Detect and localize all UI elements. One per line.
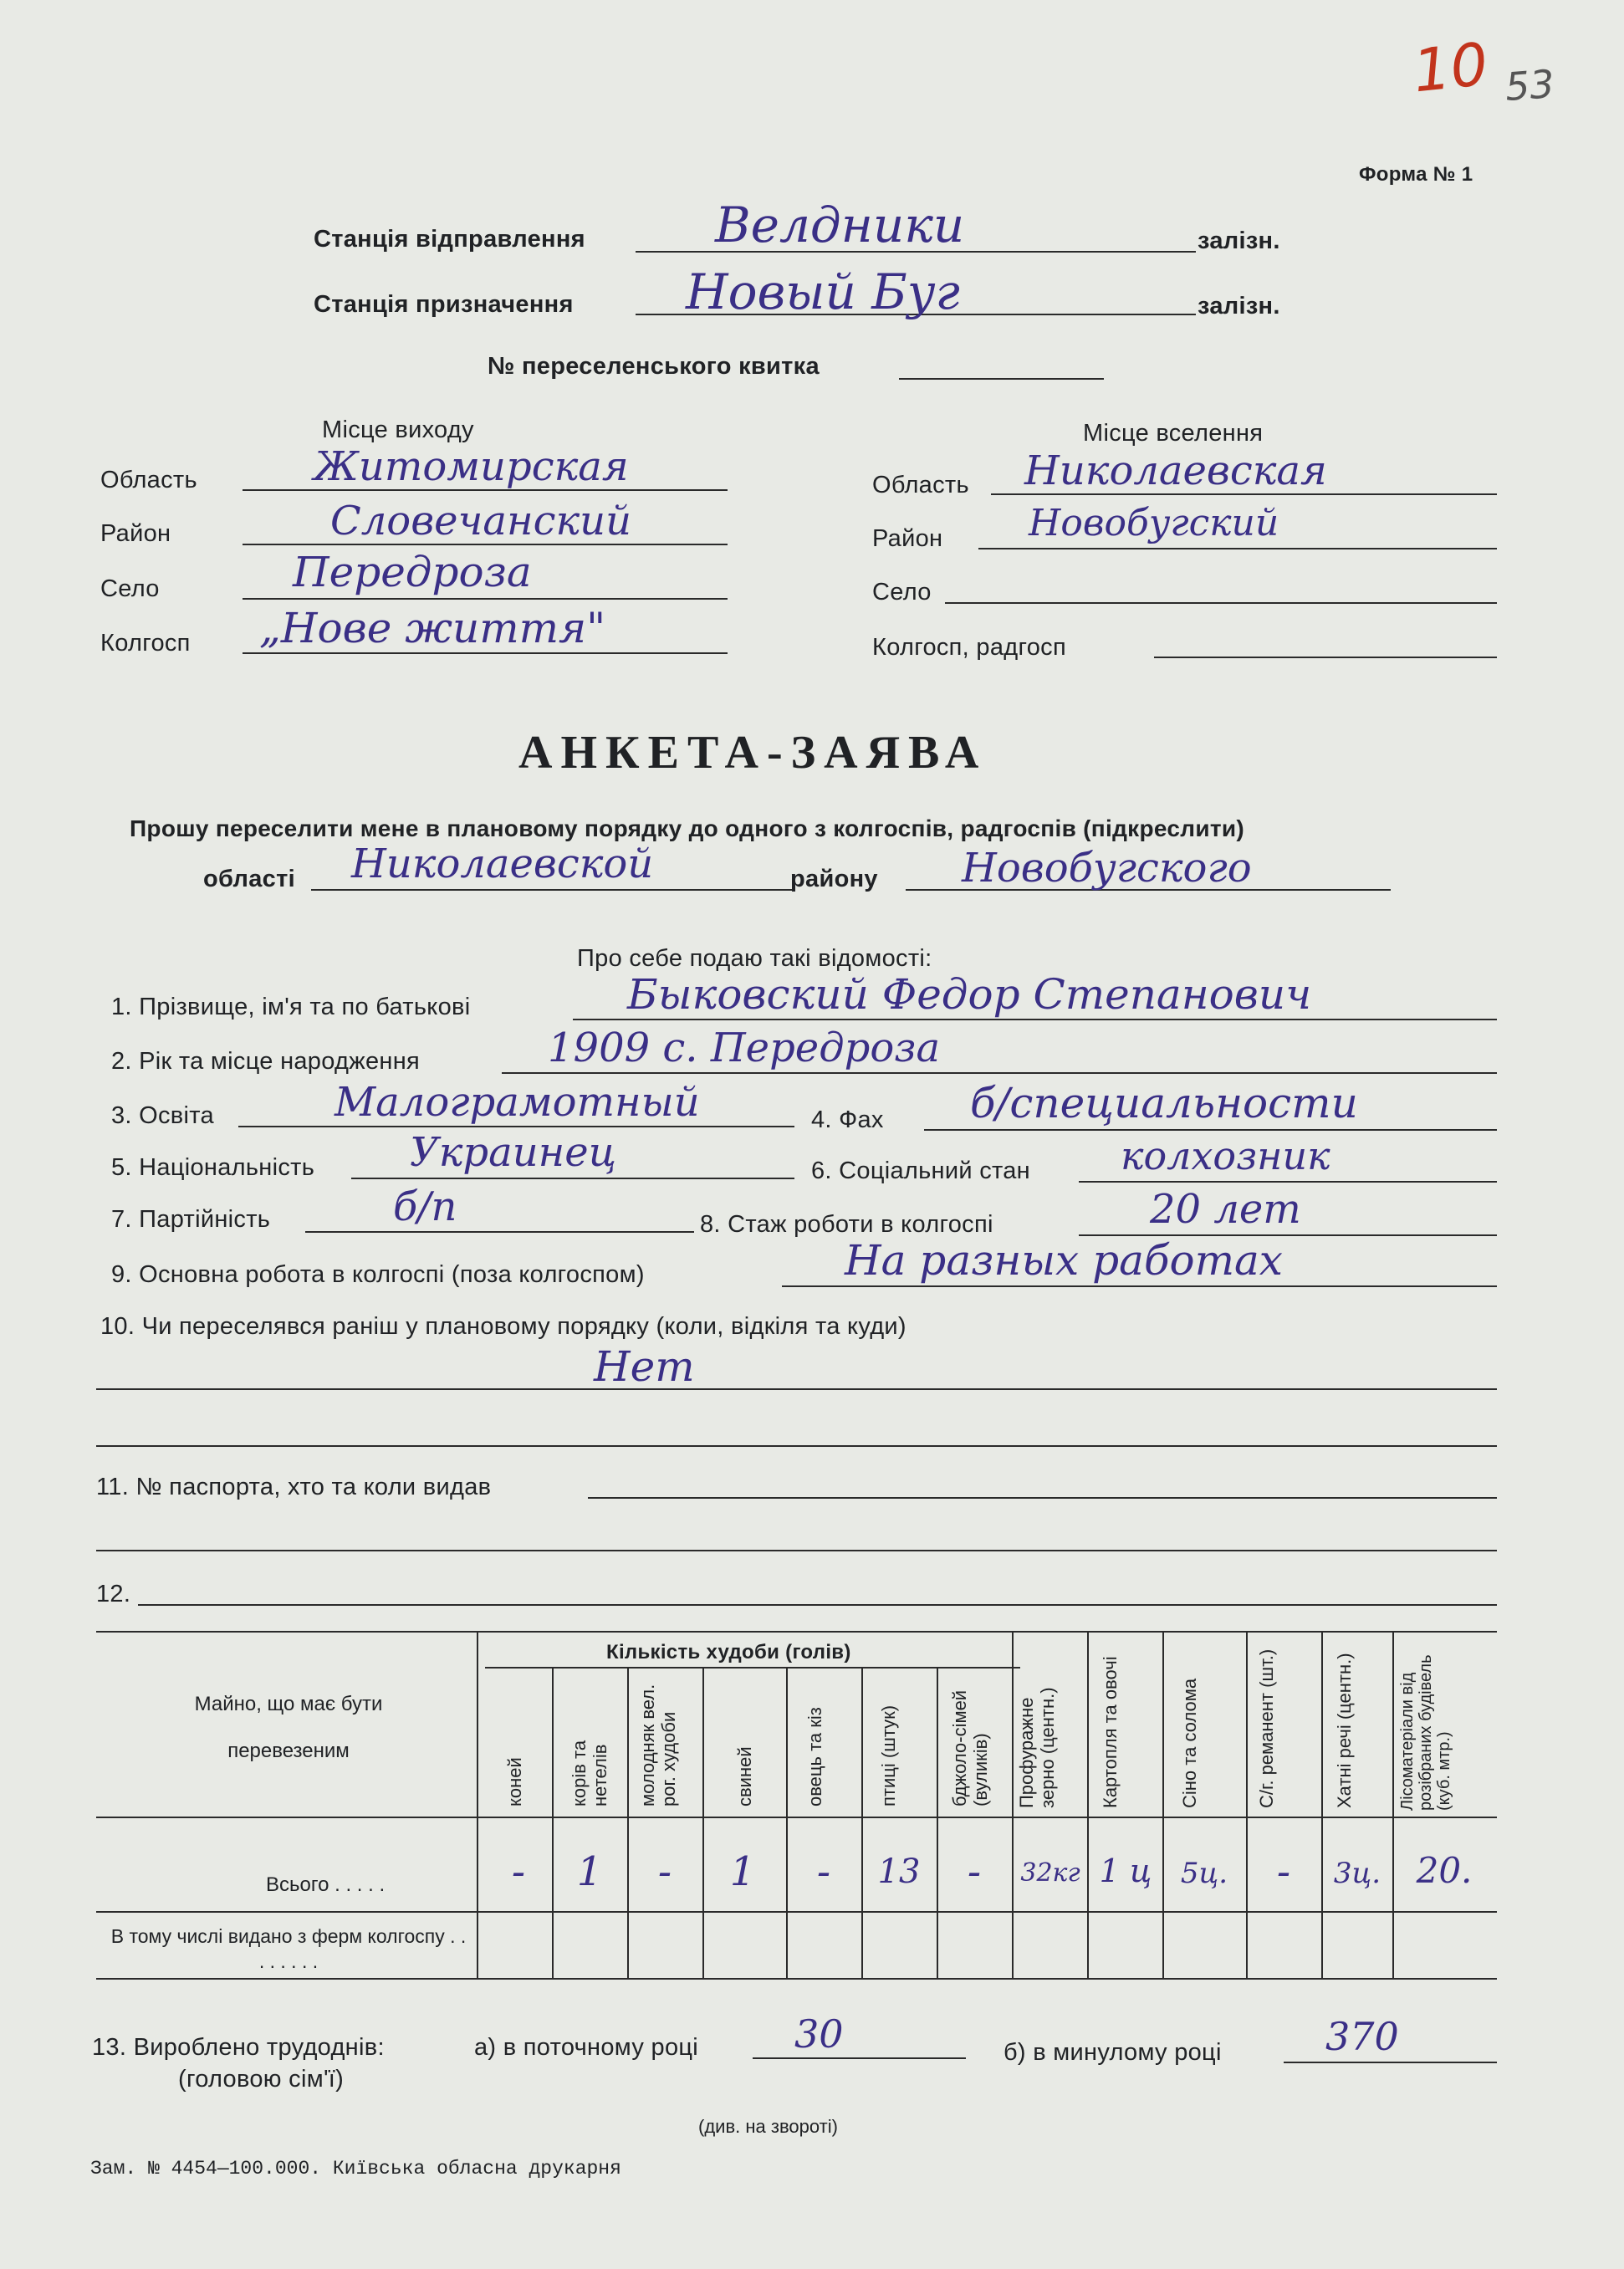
origin-raion-value: Словечанский	[330, 498, 631, 544]
origin-oblast-label: Область	[100, 467, 197, 493]
field-10-label: 10. Чи переселявся раніш у плановому порядку (коли, відкіля та куди)	[100, 1313, 906, 1340]
workdays-current-value: 30	[794, 2011, 844, 2057]
total-sheep: -	[816, 1848, 831, 1895]
archive-number: 10	[1409, 29, 1492, 106]
col-header-horses: коней	[504, 1757, 525, 1807]
field-4-label: 4. Фах	[811, 1106, 884, 1133]
request-oblast-label: області	[203, 866, 295, 892]
origin-title: Місце виходу	[322, 416, 474, 443]
col-header-inventory: С/г. реманент (шт.)	[1256, 1648, 1277, 1808]
col-header-sheep: овець та кіз	[804, 1707, 825, 1807]
printer-info: Зам. № 4454—100.000. Київська обласна друкарня	[90, 2158, 621, 2180]
issued-label: В тому числі видано з ферм колгоспу . . . . . . . .	[110, 1925, 467, 1972]
dest-oblast-value: Николаевская	[1024, 447, 1327, 494]
workdays-previous-value: 370	[1325, 2014, 1399, 2059]
total-household: 3ц.	[1333, 1857, 1381, 1890]
field-5-label: 5. Національність	[111, 1154, 315, 1181]
ticket-label: № переселенського квитка	[488, 353, 820, 380]
field-3-value: Малограмотный	[335, 1079, 700, 1126]
departure-value: Велдники	[715, 197, 965, 253]
origin-kolhosp-label: Колгосп	[100, 630, 191, 657]
field-9-value: На разных работах	[845, 1236, 1283, 1285]
total-horses: -	[511, 1848, 526, 1895]
total-inventory: -	[1276, 1848, 1291, 1895]
field-8-label: 8. Стаж роботи в колгоспі	[700, 1211, 993, 1238]
livestock-header: Кількість худоби (голів)	[606, 1641, 851, 1663]
field-7-label: 7. Партійність	[111, 1206, 271, 1233]
col-header-household: Хатні речі (центн.)	[1334, 1653, 1355, 1808]
total-potatoes: 1 ц	[1099, 1853, 1152, 1889]
workdays-label: 13. Вироблено трудоднів:	[92, 2034, 385, 2061]
origin-selo-label: Село	[100, 575, 160, 602]
field-6-label: 6. Соціальний стан	[811, 1157, 1030, 1184]
form-title: АНКЕТА-ЗАЯВА	[518, 727, 988, 779]
col-header-timber: Лісоматеріали від розібраних будівель (куб. мтр.)	[1398, 1654, 1453, 1811]
departure-label: Станція відправлення	[314, 226, 585, 253]
dest-selo-label: Село	[872, 579, 932, 606]
col-header-beehives: бджоло-сімей (вуликів)	[949, 1689, 991, 1807]
total-timber: 20.	[1416, 1850, 1473, 1891]
origin-raion-label: Район	[100, 520, 171, 547]
col-header-cows: корів та нетелів	[569, 1740, 610, 1807]
field-3-label: 3. Освіта	[111, 1102, 214, 1129]
destination-rail-suffix: залізн.	[1198, 293, 1280, 319]
total-beehives: -	[967, 1848, 982, 1895]
form-number: Форма № 1	[1359, 163, 1473, 186]
total-grain: 32кг	[1020, 1858, 1080, 1888]
field-9-label: 9. Основна робота в колгоспі (поза колгоспом)	[111, 1261, 645, 1288]
workdays-previous-label: б) в минулому році	[1004, 2039, 1222, 2066]
about-heading: Про себе подаю такі відомості:	[577, 945, 932, 972]
destination-value: Новый Буг	[686, 263, 960, 320]
col-header-poultry: птиці (штук)	[878, 1704, 899, 1807]
dest-kolhosp-label: Колгосп, радгосп	[872, 634, 1066, 661]
field-11-label: 11. № паспорта, хто та коли видав	[96, 1474, 492, 1500]
origin-selo-value: Передроза	[293, 548, 532, 596]
total-poultry: 13	[877, 1853, 921, 1891]
col-header-young-cattle: молодняк вел. рог. худоби	[637, 1684, 679, 1807]
destination-title: Місце вселення	[1083, 420, 1264, 447]
col-header-grain: Профуражне зерно (центн.)	[1016, 1687, 1058, 1808]
field-8-value: 20 лет	[1150, 1186, 1301, 1233]
field-1-value: Быковский Федор Степанович	[627, 970, 1312, 1019]
dest-raion-label: Район	[872, 525, 943, 552]
total-pigs: 1	[729, 1848, 756, 1895]
request-raion-label: району	[790, 866, 878, 892]
request-line: Прошу переселити мене в плановому порядку до одного з колгоспів, радгоспів (підкреслити)	[130, 815, 1245, 841]
field-2-label: 2. Рік та місце народження	[111, 1048, 421, 1075]
origin-oblast-value: Житомирская	[314, 443, 629, 490]
archive-number-small: 53	[1504, 61, 1556, 110]
field-4-value: б/специальности	[970, 1079, 1358, 1127]
request-oblast-value: Николаевской	[351, 841, 654, 887]
dest-raion-value: Новобугский	[1029, 502, 1279, 544]
field-7-value: б/п	[393, 1183, 457, 1230]
request-raion-value: Новобугского	[962, 845, 1252, 892]
departure-rail-suffix: залізн.	[1198, 227, 1280, 254]
total-young-cattle: -	[657, 1848, 672, 1895]
workdays-sub-label: (головою сім'ї)	[178, 2066, 345, 2093]
col-header-potatoes: Картопля та овочі	[1100, 1656, 1121, 1808]
total-hay: 5ц.	[1180, 1857, 1228, 1890]
field-2-value: 1909 с. Передроза	[548, 1025, 941, 1071]
total-cows: 1	[576, 1848, 603, 1895]
see-reverse: (див. на звороті)	[698, 2116, 838, 2137]
field-5-value: Украинец	[410, 1129, 617, 1176]
total-label: Всього . . . . .	[266, 1873, 386, 1896]
col-header-hay: Сіно та солома	[1179, 1678, 1200, 1808]
workdays-current-label: а) в поточному році	[474, 2034, 699, 2061]
origin-kolhosp-value: „Нове життя"	[259, 604, 606, 652]
col-header-pigs: свиней	[734, 1746, 755, 1807]
field-6-value: колхозник	[1121, 1133, 1330, 1178]
dest-oblast-label: Область	[872, 472, 969, 498]
field-10-value: Нет	[594, 1342, 695, 1391]
field-12-label: 12.	[96, 1581, 131, 1607]
property-header: Майно, що має бути перевезеним	[194, 1693, 383, 1762]
field-1-label: 1. Прізвище, ім'я та по батькові	[111, 994, 471, 1020]
destination-label: Станція призначення	[314, 291, 574, 318]
